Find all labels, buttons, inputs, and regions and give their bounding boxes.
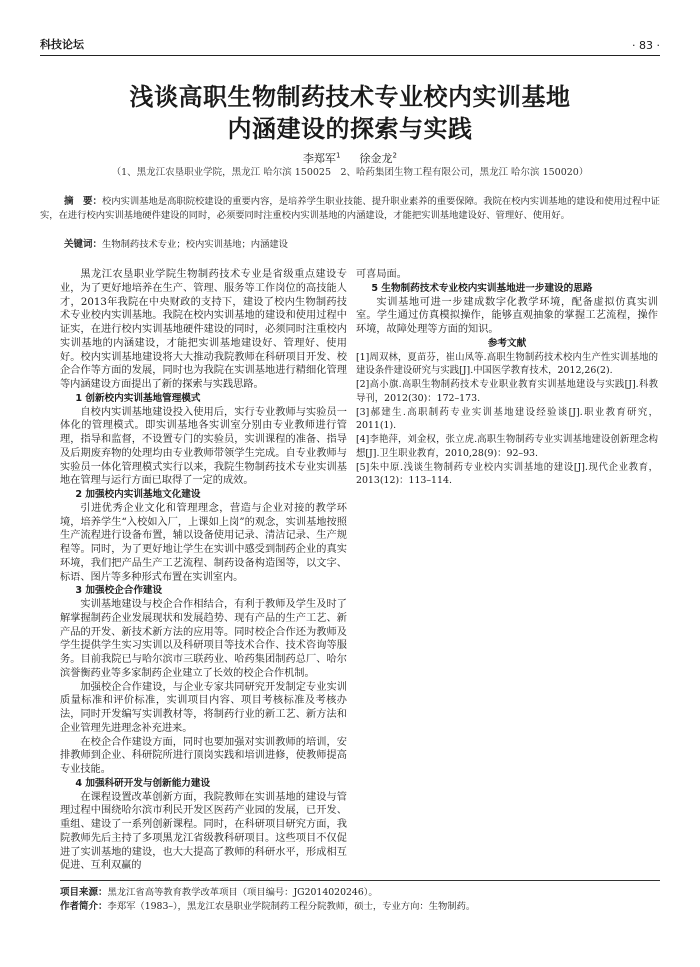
page-number: · 83 ·: [632, 39, 660, 52]
section-paragraph: 在课程设置改革创新方面，我院教师在实训基地的建设与管理过程中围绕哈尔滨市利民开发区医药产业园的发展，已开发、重组、建设了一系列创新课程。同时，在科研项目研究方面，我院教师先后主持了多项黑龙江省级教科研项目。这些项目不仅促进了实训基地的建设，也大大提高了教师的科研水平，形成相互促进、互利双赢的: [60, 791, 347, 872]
paper-title-line-2: 内涵建设的探索与实践: [227, 114, 473, 143]
section-paragraph: 实训基地可进一步建成数字化教学环境，配备虚拟仿真实训室。学生通过仿真模拟操作，能够直观抽象的掌握工艺流程，操作环境，故障处理等方面的知识。: [356, 296, 658, 335]
section-heading: 4 加强科研开发与创新能力建设: [75, 777, 211, 789]
section-paragraph: 实训基地建设与校企合作相结合，有利于教师及学生及时了解掌握制药企业发展现状和发展趋势、现有产品的生产工艺、新产品的开发、新技术新方法的应用等。同时校企合作还为教师及学生提供学生实习实训以及科研项目等技术合作、技术咨询等服务。目前我院已与哈尔滨市三联药业、哈药集团制药总厂、哈尔滨誉衡药业等多家制药企业建立了长效的校企合作机制。: [60, 599, 347, 679]
author-name: 徐金龙: [359, 152, 393, 165]
paper-title-line-1: 浅谈高职生物制药技术专业校内实训基地: [129, 82, 571, 111]
running-header: [40, 36, 660, 56]
intro-paragraph: 黑龙江农垦职业学院生物制药技术专业是省级重点建设专业，为了更好地培养在生产、管理、服务等工作岗位的高技能人才，2013年我院在中央财政的支持下，建设了校内生物制药技术专业校内实训基地。我院在校内实训基地的建设和使用过程中证实，在进行校内实训基地硬件建设的同时，必须同时注重校内实训基地的内涵建设，才能把实训基地建设好、管理好、使用好。校内实训基地建设将大大推动我院教师在科研项目开发、校企合作等方面的发展，同时也为我院在实训基地进行精细化管理等内涵建设方面提出了新的探索与实践思路。: [60, 269, 347, 390]
affiliation-marker: 2: [392, 151, 397, 160]
affiliation: （1、黑龙江农垦职业学院，黑龙江 哈尔滨 150025 2、哈药集团生物工程有限公司，黑龙江 哈尔滨 150020）: [111, 167, 589, 178]
abstract: [40, 195, 660, 223]
section-paragraph: 在校企合作建设方面，同时也要加强对实训教师的培训，安排教师到企业、科研院所进行顶岗实践和培训进修，使教师提高专业技能。: [60, 736, 347, 775]
section-heading: 3 加强校企合作建设: [75, 585, 163, 597]
author-name: 李郑军: [303, 152, 337, 165]
section-heading: 1 创新校内实训基地管理模式: [75, 392, 201, 404]
references-heading: 参考文献: [487, 337, 527, 349]
author-bio-text: 李郑军（1983–），黑龙江农垦职业学院制药工程分院教师，硕士，专业方向：生物制药。: [107, 901, 476, 912]
funding-label: 项目来源：: [60, 887, 108, 898]
reference-item: [4]李艳萍，刘金权，张立虎.高职生物制药专业实训基地建设创新理念构想[J].卫生职业教育，2010,28(9)：92–93.: [356, 434, 658, 459]
affiliation-marker: 1: [336, 151, 341, 160]
section-paragraph: 自校内实训基地建设投入使用后，实行专业教师与实验员一体化的管理模式。即实训基地各实训室分别由专业教师进行管理，指导和监督，不设置专门的实验员，实训课程的准备、指导及后期废弃物的处理均由专业教师带领学生完成。自专业教师与实验员一体化管理模式实行以来，我院生物制药技术专业实训基地在管理与运行方面已取得了一定的成效。: [60, 406, 347, 487]
section-paragraph-continued: 可喜局面。: [356, 269, 407, 280]
author-bio-label: 作者简介：: [60, 901, 108, 912]
footnote-divider: [60, 880, 660, 881]
section-heading: 5 生物制药技术专业校内实训基地进一步建设的思路: [371, 282, 593, 294]
reference-item: [1]周双林，夏苗芬，崔山凤等.高职生物制药技术校内生产性实训基地的建设条件建设研究与实践[J].中国医学教育技术，2012,26(2).: [356, 351, 658, 377]
section-paragraph: 引进优秀企业文化和管理理念，营造与企业对接的教学环境，培养学生“入校如入厂，上课如上岗”的观念，实训基地按照生产流程进行设备布置，辅以设备使用记录、清洁记录、生产规程等。同时，为了更好地让学生在实训中感受到制药企业的真实环境，我们把产品生产工艺流程、制药设备构造图等，以文字、标语、图片等多种形式布置在实训室内。: [60, 502, 347, 583]
body-column-left: [60, 268, 347, 873]
funding-footnote: [60, 886, 660, 899]
keywords: [40, 238, 660, 252]
abstract-text: 校内实训基地是高职院校建设的重要内容，是培养学生职业技能、提升职业素养的重要保障。我院在校内实训基地的建设和使用过程中证实，在进行校内实训基地硬件建设的同时，必须要同时注重校内实训基地的内涵建设，才能把实训基地建设好、管理好、使用好。: [40, 196, 660, 221]
abstract-label: 摘 要：: [64, 196, 103, 207]
funding-text: 黑龙江省高等教育教学改革项目（项目编号：JG2014020246）。: [107, 887, 378, 898]
body-column-right: [356, 268, 658, 488]
author-bio-footnote: [60, 900, 660, 913]
reference-item: [3]郝建生.高职制药专业实训基地建设经验谈[J].职业教育研究，2011(1).: [356, 406, 658, 432]
section-paragraph: 加强校企合作建设，与企业专家共同研究开发制定专业实训质量标准和评价标准，实训项目内容、项目考核标准及考核办法，同时开发编写实训教材等，将制药行业的新工艺、新方法和企业管理先进理念补充进来。: [60, 681, 347, 734]
keywords-label: 关键词：: [64, 239, 103, 250]
section-heading: 2 加强校内实训基地文化建设: [75, 489, 201, 500]
keywords-text: 生物制药技术专业；校内实训基地；内涵建设: [102, 239, 288, 250]
reference-item: [2]高小旗.高职生物制药技术专业职业教育实训基地建设与实践[J].科教导刊，2012(30)：172–173.: [356, 379, 658, 404]
reference-item: [5]朱中原.浅谈生物制药专业校内实训基地的建设[J].现代企业教育，2013(12)：113–114.: [356, 461, 658, 487]
journal-name: 科技论坛: [40, 38, 84, 51]
